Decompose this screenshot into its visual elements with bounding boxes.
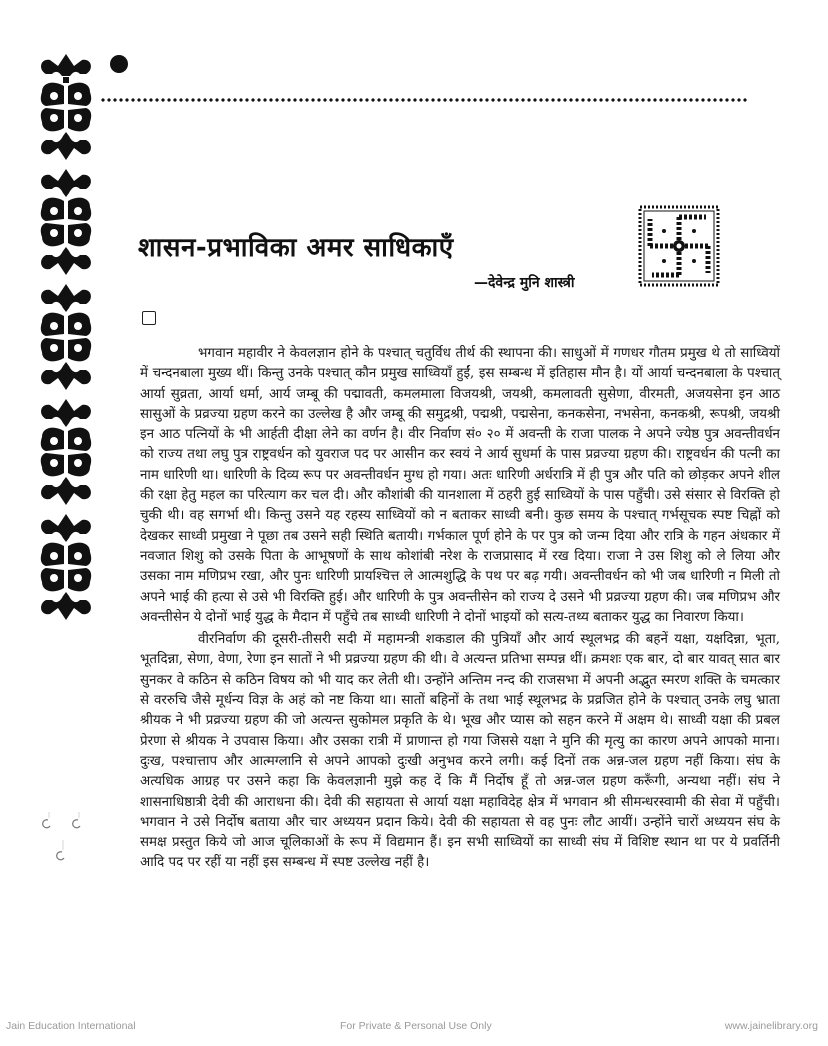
article-body bbox=[140, 344, 780, 874]
floral-ornament-icon bbox=[36, 52, 96, 162]
author-byline: —देवेन्द्र मुनि शास्त्री bbox=[474, 275, 575, 291]
footer-usage-note: For Private & Personal Use Only bbox=[340, 1020, 492, 1032]
black-dot-icon bbox=[110, 55, 128, 73]
dotted-rule bbox=[100, 98, 748, 102]
footer-website: www.jainelibrary.org bbox=[724, 1020, 818, 1032]
paragraph: वीरनिर्वाण की दूसरी-तीसरी सदी में महामन्त्री शकडाल की पुत्रियाँ और आर्य स्थूलभद्र की बहनें यक्षा, यक्षदिन्ना, भूता, भूतदिन्ना, सेणा, वेणा, रेणा इन सातों ने भी प्रव्रज्या ग्रहण की थी। वे अत्यन्त प्रतिभा सम्पन्न थीं। क्रमशः एक बार, दो बार यावत् सात बार सुनकर वे कठिन से कठिन विषय को भी याद कर लेती थी। उन्होंने अन्तिम नन्द की राजसभा में अपनी अद्भुत स्मरण शक्ति के चमत्कार से वररुचि जैसे मूर्धन्य विज्ञ के अहं को नष्ट किया था। सातों बहिनों के तथा भाई स्थूलभद्र के प्रव्रजित होने के पश्चात् उनके लघु भ्राता श्रीयक ने भी प्रव्रज्या ग्रहण की जो अत्यन्त सुकोमल प्रकृति के थे। भूख और प्यास को सहन करने में अक्षम थे। साध्वी यक्षा की प्रबल प्रेरणा से श्रीयक ने उपवास किया। और उसका रात्री में प्राणान्त हो गया जिससे यक्षा ने मुनि की मृत्यु का कारण अपने आपको माना। दुःख, पश्चात्ताप और आत्मग्लानि से अपने आपको दुःखी अनुभव करने लगी। कई दिनों तक अन्न-जल ग्रहण नहीं किया। संघ के अत्यधिक आग्रह पर उसने कहा कि केवलज्ञानी मुझे कह दें कि मैं निर्दोष हूँ तो अन्न-जल ग्रहण करूँगी, अन्यथा नहीं। संघ ने शासनाधिष्ठात्री देवी की आराधना की। देवी की सहायता से आर्या यक्षा महाविदेह क्षेत्र में भगवान श्री सीमन्धरस्वामी की सेवा में पहुँची। भगवान ने उसे निर्दोष बताया और चार अध्ययन प्रदान किये। देवी की सहायता से वह पुनः लौट आयीं। उन्होंने चारों अध्ययन संघ के समक्ष प्रस्तुत किये जो आज चूलिकाओं के रूप में विद्यमान हैं। इन सभी साध्वियों का साध्वी संघ में विशिष्ट स्थान था पर ये प्रवर्तिनी आदि पद पर रहीं या नहीं इस सम्बन्ध में स्पष्ट उल्लेख नहीं है। bbox=[140, 632, 780, 871]
floral-ornament-icon bbox=[36, 282, 96, 392]
paragraph: भगवान महावीर ने केवलज्ञान होने के पश्चात् चतुर्विध तीर्थ की स्थापना की। साधुओं में गणधर गौतम प्रमुख थे तो साध्वियों में चन्दनबाला मुख्य थीं। किन्तु उनके पश्चात् कौन प्रमुख साध्वियाँ हुईं, इस सम्बन्ध में इतिहास मौन है। यों आर्या चन्दनबाला के पश्चात् आर्या सुव्रता, आर्या धर्मा, आर्य जम्बू की पद्मावती, कमलमाला विजयश्री, जयश्री, कमलावती सुसेणा, वीरमती, अजयसेना इन आठ सासुओं के प्रव्रज्या ग्रहण करने का उल्लेख है और जम्बू की समुद्रश्री, पद्मश्री, पद्मसेना, कनकसेना, नभसेना, कनकश्री, रूपश्री, जयश्री इन आठ पत्नियों के भी आर्हती दीक्षा लेने का वर्णन है। वीर निर्वाण सं० २० में अवन्ती के राजा पालक ने अपने ज्येष्ठ पुत्र अवन्तीवर्धन को राज्य तथा लघु पुत्र राष्ट्रवर्धन को युवराज पद पर आसीन कर स्वयं ने आर्य सुधर्मा के पास प्रव्रज्या ग्रहण की। राष्ट्रवर्धन की पत्नी का नाम धारिणी था। धारिणी के दिव्य रूप पर अवन्तीवर्धन मुग्ध हो गया। अतः धारिणी अर्धरात्रि में ही पुत्र और पति को छोड़कर अपने शील की रक्षा हेतु महल का परित्याग कर चल दी। और कौशांबी की यानशाला में ठहरी हुई साध्वियों के पास पहुँची। उसे संसार से विरक्ति हो चुकी थी। वह सगर्भा थी। किन्तु उसने यह रहस्य साध्वियों को न बताकर साध्वी बनी। कुछ समय के पश्चात् गर्भसूचक स्पष्ट चिह्नों को देखकर साध्वी प्रमुखा ने पूछा तब उसने सही स्थिति बतायी। गर्भकाल पूर्ण होने के पर पुत्र को जन्म दिया और रात्रि के गहन अंधकार में नवजात शिशु को उसके पिता के आभूषणों के साथ कोशांबी नरेश के राजप्रासाद में रख दिया। राजा ने उस शिशु को ले लिया और उसका नाम मणिप्रभ रखा, और पुनः धारिणी प्रायश्चित्त ले आत्मशुद्धि के पथ पर बढ़ गयी। अवन्तीवर्धन को भी जब धारिणी न मिली तो अपने भाई की हत्या से उसे भी विरक्ति हुई। और धारिणी के पुत्र अवन्तीसेन को राज्य दे उसने भी प्रव्रज्या ग्रहण की। जब मणिप्रभ और अवन्तीसेन ये दोनों भाई युद्ध के मैदान में पहुँचे तब साध्वी धारिणी ने दोनों भाइयों को सत्य-तथ्य बताकर युद्ध का निवारण किया। bbox=[140, 346, 780, 625]
margin-ring-marks-icon bbox=[38, 812, 88, 862]
page-footer bbox=[0, 1020, 828, 1036]
footer-publisher: Jain Education International bbox=[6, 1020, 136, 1032]
article-title: शासन-प्रभाविका अमर साधिकाएँ bbox=[138, 233, 454, 263]
left-ornamental-border bbox=[36, 52, 98, 627]
floral-ornament-icon bbox=[36, 167, 96, 277]
swastika-emblem-icon bbox=[638, 205, 720, 287]
floral-ornament-icon bbox=[36, 397, 96, 507]
square-marker-icon bbox=[142, 311, 156, 325]
floral-ornament-icon bbox=[36, 512, 96, 622]
